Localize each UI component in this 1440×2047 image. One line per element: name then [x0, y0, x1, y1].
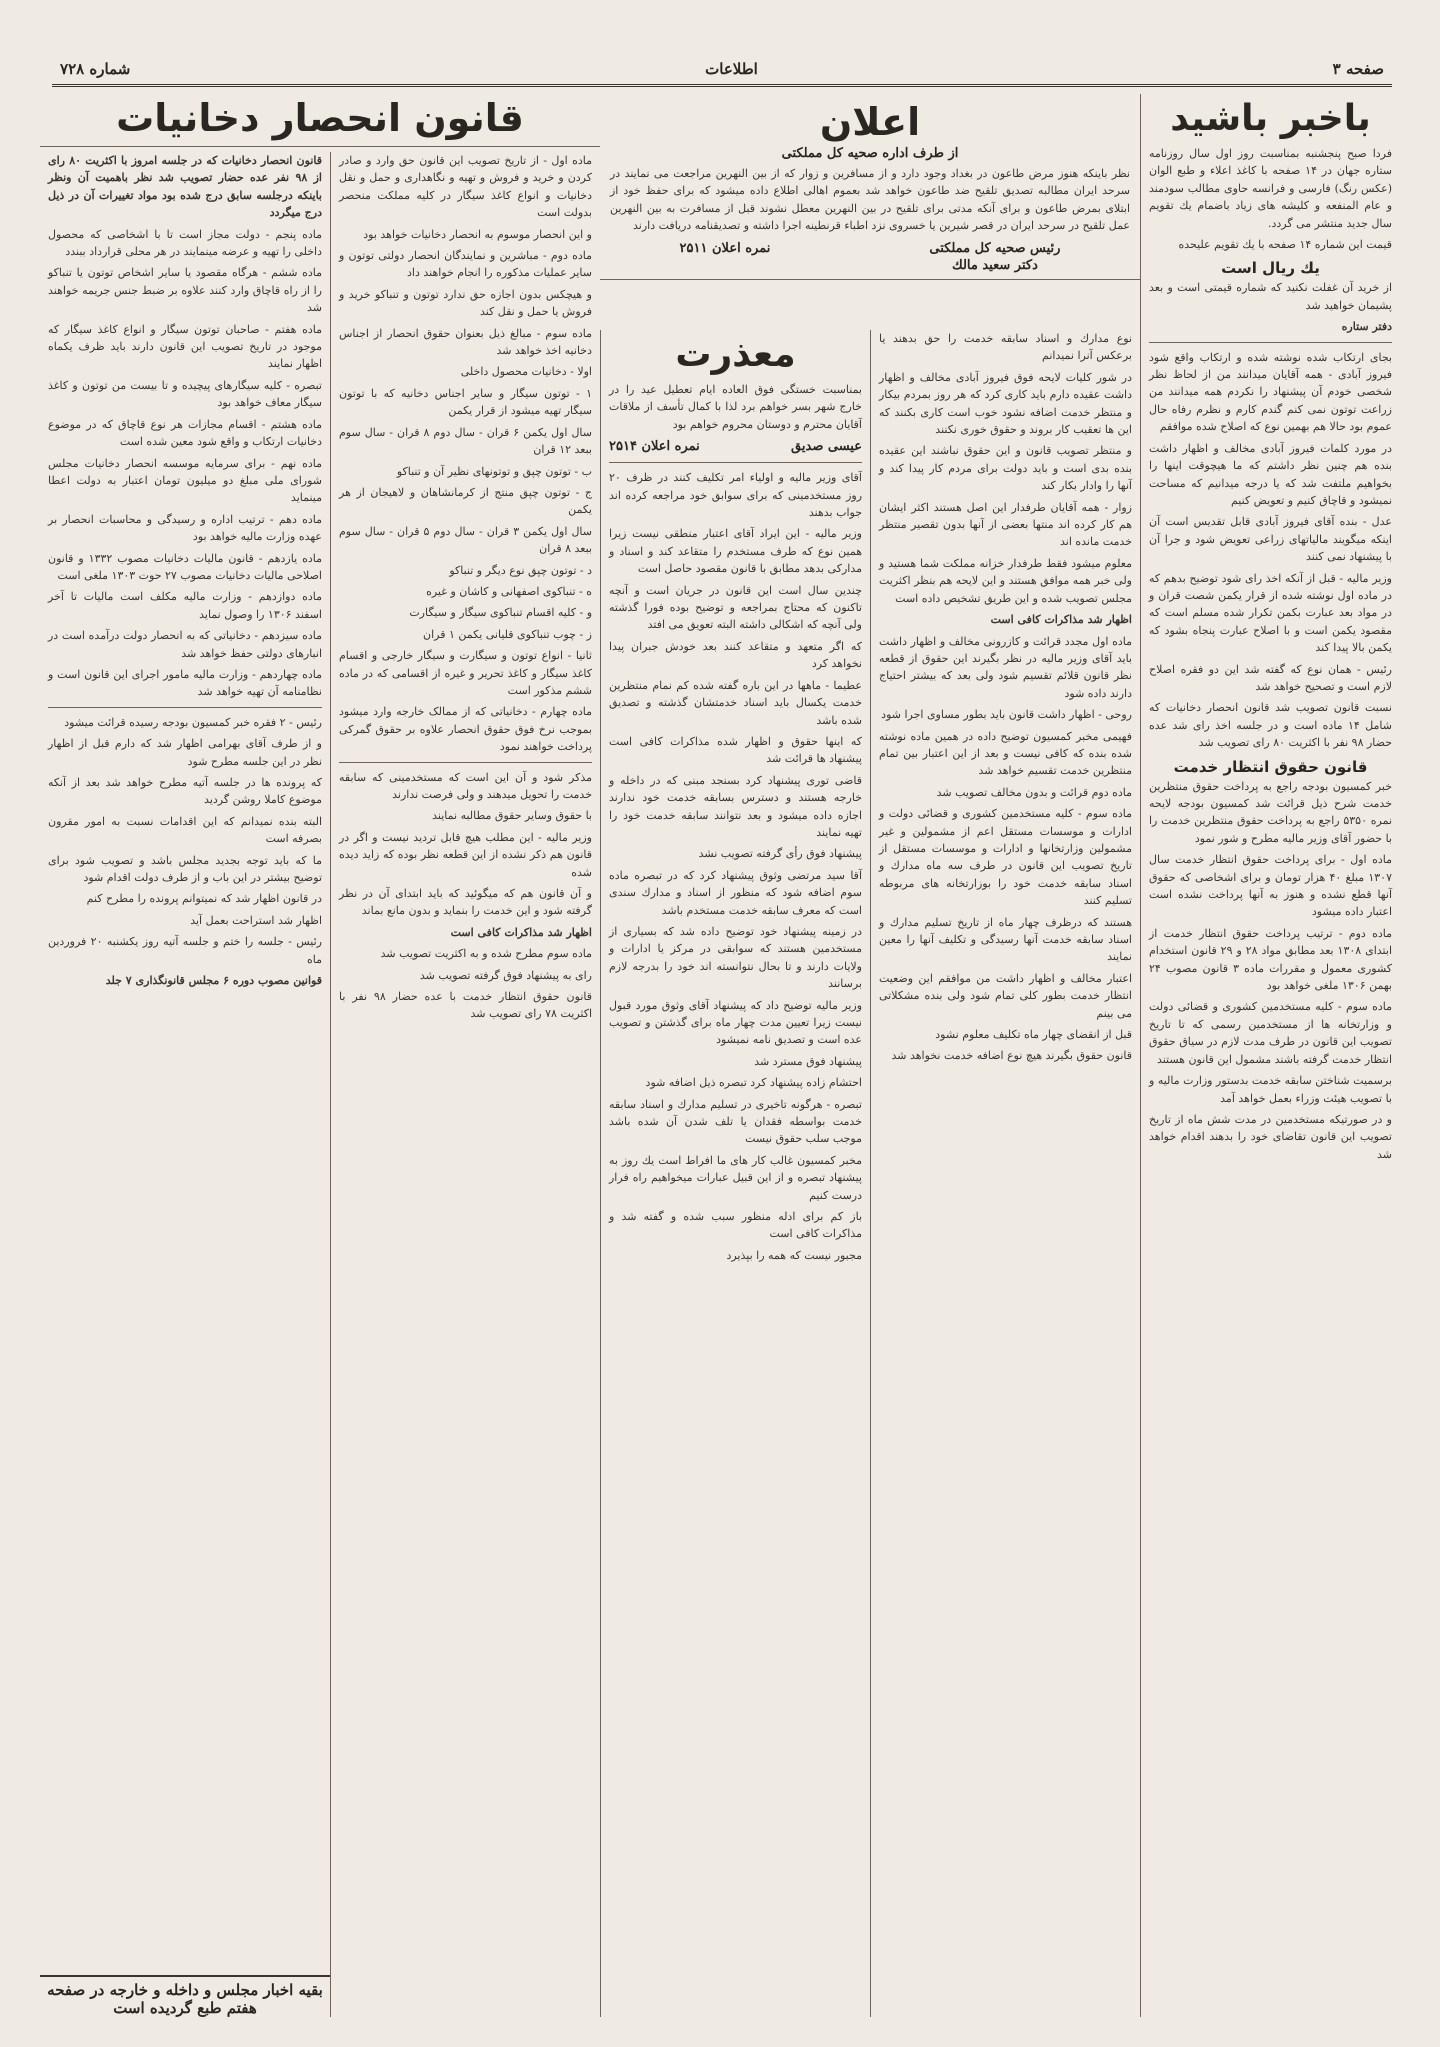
law-para: ماده دوم - مباشرین و نمایندگان انحصار دولتی توتون و سایر عملیات مذکوره را انجام خواهند داد — [339, 249, 592, 280]
law-para: و این انحصار موسوم به انحصار دخانیات خواهد بود — [363, 227, 592, 241]
body-para: با حقوق وسایر حقوق مطالبه نمایند — [432, 809, 592, 823]
law-para: ماده نهم - برای سرمایه موسسه انحصار دخانیات مجلس شورای ملی مبلغ دو میلیون تومان اعتبار به دولت اعطا مینماید — [48, 456, 322, 505]
page-number: صفحه ۳ — [1332, 60, 1384, 78]
apology-title: معذرت — [675, 334, 796, 375]
news-para: در مورد کلمات فیروز آبادی مخالف و اظهار داشت بنده هم چنین نظر داشتم که ما هیچوقت اینها را بخواهیم ملتفت شد که یا درجه میدانیم که مساحت نمیشود و قاچاق کنیم و تعویض کنیم — [1149, 441, 1392, 507]
news-para: بجای ارتکاب شده نوشته شده و ارتکاب واقع شود فیروز آبادی - همه آقایان میدانند من از لحاظ نظر شخصی خودم آن پیشنهاد را نکردم همه میدانند من زراعت توتون نمی کنم گندم کارم و نظرم رفاه حال عموم بود حالا هم بهمین نوع که اصلاح شده موافقم — [1149, 350, 1392, 434]
law-para: ماده چهاردهم - وزارت مالیه مامور اجرای این قانون است و نظامنامه آن تهیه خواهد شد — [48, 667, 322, 699]
body-para: نوع مدارك و اسناد سابقه خدمت را حق بدهند یا برعکس آنرا نمیدانم — [879, 332, 1132, 363]
paper-name: اطلاعات — [705, 60, 758, 78]
law-para: ماده چهارم - دخانیاتی که از ممالک خارجه وارد میشود بموجب نرخ فوق حقوق انحصار علاوه بر حقوق گمرکی پرداخت خواهند نمود — [339, 705, 592, 754]
news-para: ماده سوم - کلیه مستخدمین کشوری و قضائی دولت و وزارتخانه ها از مستخدمین رسمی که تا تاریخ تصویب این قانون در طرف مدت لازم در سیاق حقوق انتظار خدمت گرفته باشند مشمول این قانون هستند — [1149, 1000, 1392, 1066]
body-para: در قانون اظهار شد که نمیتوانم پرونده را مطرح کنم — [86, 892, 322, 906]
news-para: رئیس - همان نوع که گفته شد این دو فقره اصلاح لازم است و تصحیح خواهد شد — [1149, 662, 1392, 693]
law-para: و هیچکس بدون اجازه حق ندارد توتون و تنباکو خرید و فروش یا حمل و نقل کند — [339, 287, 592, 319]
body-para: مخبر کمسیون غالب کار های ما افراط است یك روز به پیشنهاد تبصره و از این قبیل عبارات میخواهیم راه فرار درست کنیم — [609, 1153, 862, 1202]
law-para: ماده دهم - ترتیب اداره و رسیدگی و محاسبات انحصار بر عهده وزارت مالیه خواهد بود — [48, 512, 322, 544]
news-title: باخبر باشید — [1170, 98, 1371, 139]
body-para: مجبور نیست که همه را بپذیرد — [726, 1248, 862, 1262]
law-para: ماده ششم - هرگاه مقصود یا سایر اشخاص توتون یا تنباکو را از راه قاچاق وارد کنند علاوه بر ضبط جنس جریمه خواهند شد — [48, 266, 322, 315]
law-para: ماده یازدهم - قانون مالیات دخانیات مصوب ۱۳۳۲ و قانون اصلاحی مالیات دخانیات مصوب ۲۷ حوت ۱۳۰۳ ملغی است — [48, 551, 322, 582]
law-para: و - کلیه اقسام تنباکوی سیگار و سیگارت — [409, 606, 592, 620]
body-para: البته بنده نمیدانم که این اقدامات نسبت به امور مقرون بصرفه است — [48, 814, 322, 846]
body-para: که اگر متعهد و متقاعد کنند بعد خودش جبران پیدا نخواهد کرد — [609, 639, 862, 671]
body-para: وزیر مالیه - این ایراد آقای اعتبار منطقی نیست زیرا همین نوع که طرف مستخدم را متقاعد کند و اسناد و مدارکی بدهد مطابق با قانون مقصود حاصل است — [609, 527, 862, 576]
body-para: زوار - همه آقایان طرفدار این اصل هستند اکثر ایشان هم کار کرده اند منتها بعضی از آنها بدون تقصیر منتظر خدمت مانده اند — [879, 500, 1132, 549]
law-para: ماده دوازدهم - وزارت مالیه مکلف است مالیات تا آخر اسفند ۱۳۰۶ را وصول نماید — [48, 590, 322, 621]
body-para: وزیر مالیه توضیح داد که پیشنهاد آقای وثوق مورد قبول نیست زیرا تعیین مدت چهار ماه برای گذشتن و تصویب عده است و تصدیق نامه نمیشود — [609, 998, 862, 1047]
body-para: اظهار شد استراحت بعمل آید — [190, 913, 322, 927]
news-para: وزیر مالیه - قبل از آنکه اخذ رای شود توضیح بدهم که در ماده اول نوشته شده از قرار یکمن شصت قران و در مواد بعد عبارت بکمن تکرار شده مسلم است که مقصود یکمن است و با اصلاح عبارت پنجاه بشود که یکمن بالا پیدا کند — [1149, 571, 1392, 655]
column-parliament-2 — [600, 330, 870, 2017]
body-para: اظهار شد مذاکرات کافی است — [450, 925, 592, 939]
body-para: تبصره - هرگونه تاخیری در تسلیم مدارك و اسناد سابقه خدمت بواسطه فقدان یا تلف شدن آن شده باشد موجب سلب حقوق نیست — [609, 1097, 862, 1146]
column-parliament-1 — [870, 330, 1140, 2017]
page-header — [52, 54, 1392, 87]
announcement-subtitle: از طرف اداره صحیه کل مملکتی — [781, 146, 959, 161]
body-para: اعتبار مخالف و اظهار داشت من موافقم این وضعیت انتظار خدمت بطور کلی تمام شود ولی بنده مشکلاتی می بینم — [879, 971, 1132, 1020]
price-title: یك ریال است — [1221, 259, 1320, 278]
tobacco-law-title: قانون انحصار دخانیات — [40, 96, 600, 147]
body-para: ماده اول مجدد قرائت و کازرونی مخالف و اظهار داشت باید آقای وزیر مالیه در نظر بگیرند این حقوق از قطعه نظر قانون قلائم تقسیم شود ولی بعد که بیشتر احتیاج دارند داده شود — [879, 634, 1132, 700]
news-para: و در صورتیکه مستخدمین در مدت شش ماه از تاریخ تصویب این قانون تقاضای خود را بدهند اقدام خواهد شد — [1149, 1112, 1392, 1161]
law-para: سال اول یکمن ۶ قران - سال دوم ۸ قران - سال سوم ببعد ۱۲ قران — [339, 425, 592, 457]
body-para: قاضی توری پیشنهاد کرد بسنجد مبنی که در داخله و خارجه هستند و دسترس بسابقه خدمت خود ندارند اجازه داده میشود و بعد نتوانند سابقه خدمت خود را تهیه نمایند — [609, 773, 862, 839]
body-para: چندین سال است این قانون در جریان است و آنچه تاکنون که محتاج بمراجعه و توضیح بوده فورا گذشته ولی آنچه که اشکالی داشته البته تعویق می افتد — [609, 583, 862, 632]
body-para: ما که باید توجه بجدید مجلس باشد و تصویب شود برای توضیح بیشتر در این باب و از طرف دولت اقدام شود — [48, 853, 322, 885]
news-para: نسبت قانون تصویب شد قانون انحصار دخانیات که شامل ۱۴ ماده است و در جلسه اخذ رای شد عده حضار ۹۸ نفر با اکثریت ۸۰ رای تصویب شد — [1149, 701, 1392, 750]
news-para: عدل - بنده آقای فیروز آبادی قابل تقدیس است آن اینکه میگویند مالیاتهای زراعی تعویض شود و جرا آن با پیشنهاد نمی کنند — [1149, 515, 1392, 564]
body-para: قبل از انقضای چهار ماه تکلیف معلوم نشود — [935, 1028, 1132, 1042]
body-para: وزیر مالیه - این مطلب هیچ قابل تردید نیست و اگر در قانون هم ذکر نشده از این قطعه نظر بوده که زاید دیده شده — [339, 830, 592, 879]
news-para: برسمیت شناختن سابقه خدمت بدستور وزارت مالیه و با تصویب هیئت وزراء بعمل خواهد آمد — [1149, 1074, 1392, 1105]
announcement-signature-title: رئیس صحیه کل مملکتی — [929, 240, 1061, 256]
body-para: قوانین مصوب دوره ۶ مجلس قانونگذاری ۷ جلد — [105, 974, 322, 988]
law-para: ج - توتون چپق منتج از کرمانشاهان و لاهیجان از هر یکمن — [339, 485, 592, 517]
law-para: ماده هشتم - اقسام مجازات هر نوع قاچاق که در موضوع دخانیات ارتکاب و واقع شود معین شده است — [48, 417, 322, 449]
body-para: و منتظر تصویب قانون و این حقوق نباشند این عقیده بنده بدی است و باید دولت برای مردم کار پیدا کند و آنها را وادار بکار کند — [879, 444, 1132, 493]
law-para: ماده سیزدهم - دخانیاتی که به انحصار دولت درآمده است در انبارهای دولتی حفظ خواهد شد — [48, 629, 322, 660]
announcement-body: نظر باینکه هنوز مرض طاعون در بغداد وجود دارد و از مسافرین و زوار که از بین النهرین مراجعت می نمایند در سرحد ایران مطالبه تصدیق تلقیح ضد طاعون خواهد شد بعموم اهالی اطلاع داده میشود که برای حفظ خود از ابتلای بمرض طاعون و برای آنکه مدتی برای تلقیح در بین النهرین معطل نشوند قبل از مسافرت به بین النهرین عمل تلقیح در سرحد ایران در قصر شیرین یا خسروی نزد اطباء قرنطینه اجرا داشته و تصدیقنامه دریافت دارند — [610, 167, 1130, 233]
divider — [339, 762, 592, 763]
continued-note: بقیه اخبار مجلس و داخله و خارجه در صفحه هفتم طبع گردیده است — [40, 1975, 330, 2017]
news-para: از خرید آن غفلت نکنید که شماره قیمتی است و بعد پشیمان خواهید شد — [1149, 281, 1392, 312]
apology-body: بمناسبت خستگی فوق العاده ایام تعطیل عید را در خارج شهر بسر خواهم برد لذا با کمال تأسف از ملاقات آقایان محترم و دوستان محروم خواهم بود — [609, 383, 862, 431]
body-para: عطیما - ماهها در این باره گفته شده کم نمام منتظرین خدمت یکسال باید اسناد خدمتشان گذشته و تصدیق شده باشد — [609, 678, 862, 727]
law-para: ماده هفتم - صاحبان توتون سیگار و انواع کاغذ سیگار که موجود در تاریخ تصویب این قانون دارند باید ظرف یکماه اظهار نمایند — [48, 322, 322, 371]
body-para: که اینها حقوق و اظهار شده مذاکرات کافی است پیشنهاد ها قرائت شد — [609, 734, 862, 766]
body-para: روحی - اظهار داشت قانون باید بطور مساوی اجرا شود — [881, 708, 1132, 722]
body-para: مذکر شود و آن این است که مستخدمینی که سابقه خدمت را تحویل میدهند و ولی فرصت ندارند — [339, 770, 592, 801]
news-para: قیمت این شماره ۱۴ صفحه با یك تقویم علیحده — [1178, 238, 1392, 252]
law-para: ز - چوب تنباکوی قلیانی یکمن ۱ قران — [423, 627, 592, 641]
law-para: سال اول یکمن ۳ قران - سال دوم ۵ قران - سال سوم ببعد ۸ قران — [339, 524, 592, 556]
news-para: خبر کمسیون بودجه راجع به پرداخت حقوق منتظرین خدمت شرح ذیل قرائت شد کمسیون بودجه لایحه نمره ۵۳۵۰ راجع به پرداخت حقوق منتظرین خدمت را با حضور آقای وزیر مالیه مطرح و شور نمود — [1149, 779, 1393, 845]
law-intro: قانون انحصار دخانیات که در جلسه امروز با اکثریت ۸۰ رای از ۹۸ نفر عده حضار تصویب شد نظر باهمیت آن ونظر باینکه درجلسه سابق درج شده بود مواد تغییرات آن در ذیل درج میگردد — [48, 154, 322, 220]
announcement-signature: دکتر سعید مالك — [951, 257, 1038, 273]
body-para: آقای وزیر مالیه و اولیاء امر تکلیف کنند در ظرف ۲۰ روز مستخدمینی که برای سوابق خود مراجعه کرده اند جواب بدهند — [609, 471, 862, 520]
news-para: دفتر ستاره — [1341, 320, 1392, 334]
body-para: احتشام زاده پیشنهاد کرد تبصره ذیل اضافه شود — [645, 1076, 862, 1090]
law-para: د - توتون چپق نوع دیگر و تنباکو — [449, 563, 592, 577]
column-law-1 — [330, 152, 600, 2017]
body-para: و آن قانون هم که میگوئید که باید ابتدای آن در نظر گرفته شود و این خدمت را بنماید و بدون مانع بماند — [339, 887, 592, 918]
section-title: قانون حقوق انتظار خدمت — [1173, 757, 1368, 776]
body-para: باز کم برای ادله منظور سبب شده و گفته شد و مذاکرات کافی است — [609, 1210, 862, 1241]
law-para: ماده سوم - مبالغ ذیل بعنوان حقوق انحصار از اجناس دخانیه اخذ خواهد شد — [339, 326, 592, 358]
body-para: رئیس - ۲ فقره خبر کمسیون بودجه رسیده قرائت میشود — [64, 715, 322, 729]
body-para: فهیمی مخبر کمسیون توضیح داده در همین ماده نوشته شده بنده که کافی نیست و بعد از این اعتبار بین تمام منتظرین خدمت تقسیم خواهد شد — [879, 729, 1132, 778]
divider — [48, 707, 322, 708]
body-para: که پرونده ها در جلسه آتیه مطرح خواهد شد بعد از آنکه موضوع کاملا روشن گردید — [48, 776, 322, 807]
body-para: هستند که درظرف چهار ماه از تاریخ تسلیم مدارك و اسناد سابقه خدمت آنها رسیدگی و تکلیف آنها را معین نمایند — [879, 915, 1132, 964]
divider — [1149, 342, 1392, 343]
body-para: ماده سوم مطرح شده و به اکثریت تصویب شد — [380, 947, 592, 961]
news-para: فردا صبح پنجشنبه بمناسبت روز اول سال روزنامه ستاره جهان در ۱۴ صفحه با کاغذ اعلاء و طبع الوان (عکس رنگ) فارسی و فرانسه حاوی مطالب سودمند و عام المنفعه و کلیشه های زیاد باضمام یك تقویم سال جدید منتشر می گردد. — [1149, 147, 1392, 230]
body-para: قانون حقوق بگیرند هیچ نوع اضافه خدمت نخواهد شد — [891, 1049, 1132, 1063]
body-para: رئیس - جلسه را ختم و جلسه آتیه روز یکشنبه ۲۰ فروردین ماه — [48, 935, 322, 966]
body-para: در شور کلیات لایحه فوق فیروز آبادی مخالف و اظهار داشت عقیده دارم باید کاری کرد که هر روز بمردم بیکار و منتظر خدمت اضافه نشود خوب است کاری بکنند که این ها تعقیب کار بروند و حقوق خوری نکنند — [879, 370, 1132, 437]
law-para: اولا - دخانیات محصول داخلی — [460, 365, 592, 379]
body-para: معلوم میشود فقط طرفدار خزانه مملکت شما هستید و ولی خبر همه موافق هستند و این لایحه هم بنظر اکثریت مجلس تصویب شده و این طریق تشخیص داده است — [879, 556, 1132, 605]
body-para: و از طرف آقای بهرامی اظهار شد که دارم قبل از اظهار نظر در این جلسه مطرح شود — [48, 737, 322, 768]
body-para: آقا سید مرتضی وثوق پیشنهاد کرد که در تبصره ماده سوم اضافه شود که منظور از اسناد و مدارك سندی است که معرف سابقه خدمت مستخدم باشد — [609, 868, 862, 917]
body-para: رای به پیشنهاد فوق گرفته تصویب شد — [419, 968, 592, 982]
divider — [609, 462, 862, 463]
body-para: اظهار شد مذاکرات کافی است — [990, 613, 1132, 627]
body-para: پیشنهاد فوق مسترد شد — [754, 1054, 862, 1068]
apology-signature: عیسی صدیق — [791, 439, 862, 455]
body-para: در زمینه پیشنهاد خود توضیح داده شد که بسیاری از مستخدمین هستند که سوابقی در مرکز یا ادارات و ولایات دارند و تا بحال نتوانسته اند خود را بدرجه لازم برسانند — [609, 924, 862, 991]
health-announcement — [600, 96, 1140, 280]
column-news — [1140, 94, 1400, 2017]
announcement-number: نمره اعلان ۲۵۱۱ — [679, 240, 771, 256]
law-para: ثانیا - انواع توتون و سیگارت و سیگار خارجی و اقسام کاغذ سیگار و کاغذ تحریر و غیره از اقسامی که در ماده ششم مذکور است — [339, 649, 592, 697]
issue-number: شماره ۷۲۸ — [60, 60, 131, 78]
body-para: پیشنهاد فوق رأی گرفته تصویب نشد — [698, 847, 862, 861]
body-para: قانون حقوق انتظار خدمت با عده حضار ۹۸ نفر با اکثریت ۷۸ رای تصویب شد — [339, 990, 592, 1021]
news-para: ماده اول - برای پرداخت حقوق انتظار خدمت سال ۱۳۰۷ مبلغ ۴۰ هزار تومان و برای اشخاصی که حقوق آنها قطع نشده و هنوز به آنها پرداخت نشده است اعتبار داده میشود — [1149, 853, 1392, 919]
law-para: ۱ - توتون سیگار و سایر اجناس دخانیه که با توتون سیگار تهیه میشود از قرار یکمن — [339, 386, 592, 418]
news-para: ماده دوم - ترتیب پرداخت حقوق انتظار خدمت از ابتدای ۱۳۰۸ بعد مطابق مواد ۲۸ و ۲۹ قانون استخدام کشوری معمول و مقررات ماده ۳ قانون مصوب ۲۴ بهمن ۱۳۰۶ ملغی خواهد بود — [1149, 926, 1392, 993]
law-para: ماده پنجم - دولت مجاز است تا با اشخاصی که محصول داخلی را تهیه و عرضه مینمایند در هر محلی قرارداد ببندد — [48, 227, 322, 259]
law-para: ماده اول - از تاریخ تصویب این قانون حق وارد و صادر کردن و خرید و فروش و تهیه و نگاهداری و حمل و نقل دخانیات و انواع کاغذ سیگار در کلیه مملکت منحصر بدولت است — [339, 154, 592, 220]
apology-number: نمره اعلان ۲۵۱۴ — [609, 439, 700, 455]
body-para: ماده دوم قرائت و بدون مخالف تصویب شد — [936, 785, 1132, 799]
law-para: ب - توتون چپق و توتونهای نظیر آن و تنباکو — [396, 464, 592, 478]
law-para: ه - تنباکوی اصفهانی و کاشان و غیره — [426, 584, 592, 598]
announcement-title: اعلان — [819, 100, 921, 144]
column-law-2 — [40, 152, 330, 1957]
law-para: تبصره - کلیه سیگارهای پیچیده و تا بیست من توتون و کاغذ سیگار معاف خواهد بود — [48, 378, 322, 410]
body-para: ماده سوم - کلیه مستخدمین کشوری و قضائی دولت و ادارات و موسسات مستقل اعم از مشمولین و غیر مشمولین وزارتخانها و ادارات و موسسات مستقل از تاریخ تصویب این قانون در طرف سه ماه مدارك و اسناد سابقه خدمت خود را بوزارتخانه های مربوطه تسلیم کنند — [879, 807, 1132, 908]
